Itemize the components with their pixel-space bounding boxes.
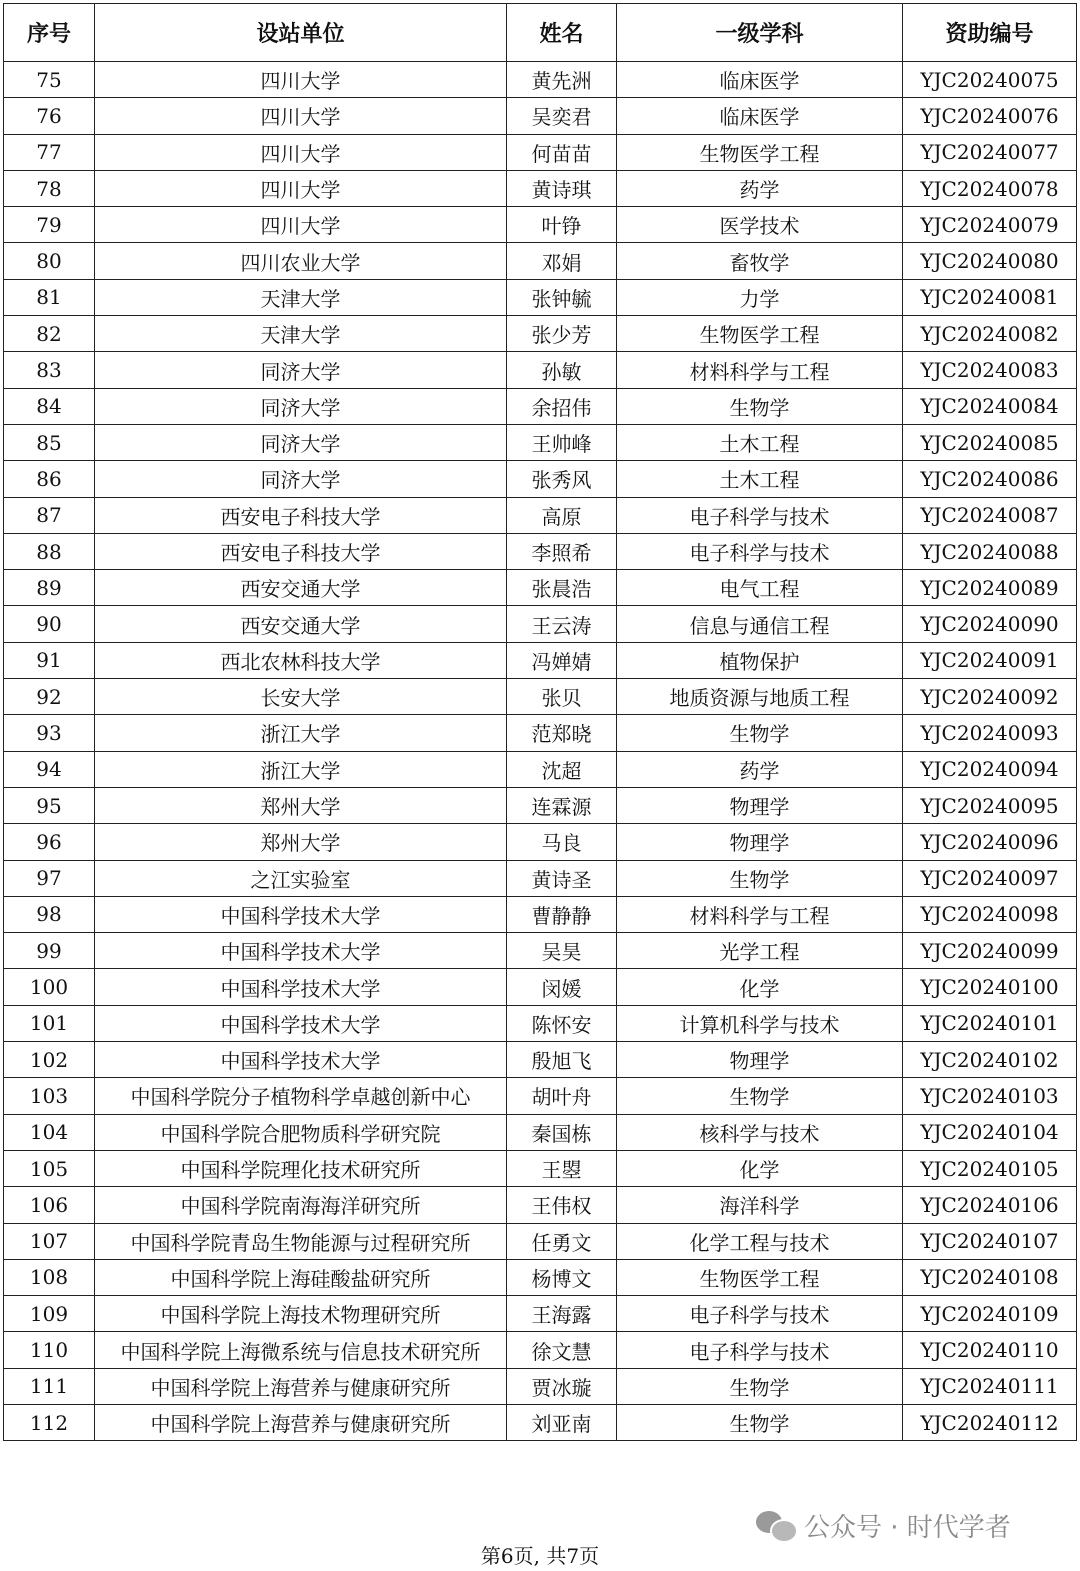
- cell-index: 87: [4, 497, 95, 533]
- cell-grant-id: YJC20240103: [903, 1078, 1077, 1114]
- cell-index: 98: [4, 896, 95, 932]
- page-footer: 第6页, 共7页: [480, 1544, 600, 1568]
- cell-unit: 中国科学院上海技术物理研究所: [95, 1296, 507, 1332]
- cell-discipline: 电子科学与技术: [617, 1332, 903, 1368]
- cell-index: 105: [4, 1150, 95, 1186]
- cell-grant-id: YJC20240105: [903, 1150, 1077, 1186]
- table-row: [4, 1114, 1077, 1150]
- cell-index: 112: [4, 1404, 95, 1440]
- cell-grant-id: YJC20240112: [903, 1404, 1077, 1440]
- table-row: [4, 1223, 1077, 1259]
- cell-name: 余招伟: [507, 388, 617, 424]
- cell-grant-id: YJC20240079: [903, 207, 1077, 243]
- cell-index: 76: [4, 98, 95, 134]
- cell-name: 张少芳: [507, 316, 617, 352]
- table-row: [4, 715, 1077, 751]
- cell-unit: 中国科学院分子植物科学卓越创新中心: [95, 1078, 507, 1114]
- cell-unit: 四川大学: [95, 62, 507, 98]
- cell-grant-id: YJC20240088: [903, 533, 1077, 569]
- cell-name: 秦国栋: [507, 1114, 617, 1150]
- table-row: [4, 279, 1077, 315]
- cell-name: 胡叶舟: [507, 1078, 617, 1114]
- cell-discipline: 生物医学工程: [617, 1259, 903, 1295]
- cell-grant-id: YJC20240082: [903, 316, 1077, 352]
- cell-unit: 四川农业大学: [95, 243, 507, 279]
- cell-index: 82: [4, 316, 95, 352]
- cell-index: 100: [4, 969, 95, 1005]
- table-row: [4, 1042, 1077, 1078]
- cell-discipline: 化学: [617, 969, 903, 1005]
- cell-unit: 同济大学: [95, 352, 507, 388]
- cell-discipline: 植物保护: [617, 642, 903, 678]
- cell-grant-id: YJC20240087: [903, 497, 1077, 533]
- cell-grant-id: YJC20240089: [903, 570, 1077, 606]
- cell-grant-id: YJC20240081: [903, 279, 1077, 315]
- table-row: [4, 316, 1077, 352]
- cell-discipline: 物理学: [617, 787, 903, 823]
- cell-name: 王海露: [507, 1296, 617, 1332]
- watermark-text: 公众号 · 时代学者: [804, 1512, 1011, 1543]
- cell-unit: 天津大学: [95, 279, 507, 315]
- header-grant-id: 资助编号: [903, 4, 1077, 62]
- cell-discipline: 生物学: [617, 1368, 903, 1404]
- cell-discipline: 生物学: [617, 715, 903, 751]
- cell-discipline: 生物学: [617, 1404, 903, 1440]
- table-row: [4, 642, 1077, 678]
- cell-index: 81: [4, 279, 95, 315]
- cell-grant-id: YJC20240098: [903, 896, 1077, 932]
- cell-index: 96: [4, 824, 95, 860]
- cell-discipline: 畜牧学: [617, 243, 903, 279]
- cell-index: 102: [4, 1042, 95, 1078]
- cell-index: 107: [4, 1223, 95, 1259]
- cell-grant-id: YJC20240110: [903, 1332, 1077, 1368]
- cell-discipline: 物理学: [617, 824, 903, 860]
- cell-index: 94: [4, 751, 95, 787]
- cell-unit: 中国科学技术大学: [95, 1042, 507, 1078]
- table-row: [4, 1296, 1077, 1332]
- table-row: [4, 570, 1077, 606]
- cell-grant-id: YJC20240100: [903, 969, 1077, 1005]
- cell-name: 连霖源: [507, 787, 617, 823]
- cell-discipline: 信息与通信工程: [617, 606, 903, 642]
- cell-name: 高原: [507, 497, 617, 533]
- table-row: [4, 170, 1077, 206]
- cell-unit: 同济大学: [95, 461, 507, 497]
- table-row: [4, 1078, 1077, 1114]
- cell-index: 108: [4, 1259, 95, 1295]
- table-row: [4, 134, 1077, 170]
- cell-discipline: 生物学: [617, 388, 903, 424]
- cell-name: 张晨浩: [507, 570, 617, 606]
- cell-name: 范郑晓: [507, 715, 617, 751]
- cell-index: 77: [4, 134, 95, 170]
- cell-grant-id: YJC20240080: [903, 243, 1077, 279]
- cell-unit: 郑州大学: [95, 787, 507, 823]
- cell-index: 75: [4, 62, 95, 98]
- cell-name: 任勇文: [507, 1223, 617, 1259]
- cell-discipline: 临床医学: [617, 98, 903, 134]
- cell-discipline: 材料科学与工程: [617, 896, 903, 932]
- cell-grant-id: YJC20240108: [903, 1259, 1077, 1295]
- cell-grant-id: YJC20240097: [903, 860, 1077, 896]
- table-row: [4, 1259, 1077, 1295]
- cell-index: 90: [4, 606, 95, 642]
- cell-index: 88: [4, 533, 95, 569]
- table-row: [4, 207, 1077, 243]
- cell-grant-id: YJC20240093: [903, 715, 1077, 751]
- cell-discipline: 海洋科学: [617, 1187, 903, 1223]
- cell-unit: 长安大学: [95, 679, 507, 715]
- cell-name: 张钟毓: [507, 279, 617, 315]
- cell-index: 78: [4, 170, 95, 206]
- table-row: [4, 1187, 1077, 1223]
- cell-grant-id: YJC20240106: [903, 1187, 1077, 1223]
- cell-index: 109: [4, 1296, 95, 1332]
- cell-index: 97: [4, 860, 95, 896]
- table-row: [4, 1150, 1077, 1186]
- cell-unit: 西安电子科技大学: [95, 497, 507, 533]
- cell-name: 吴昊: [507, 933, 617, 969]
- cell-index: 101: [4, 1005, 95, 1041]
- cell-discipline: 光学工程: [617, 933, 903, 969]
- cell-index: 83: [4, 352, 95, 388]
- table-row: [4, 424, 1077, 460]
- cell-index: 95: [4, 787, 95, 823]
- cell-name: 王云涛: [507, 606, 617, 642]
- cell-grant-id: YJC20240092: [903, 679, 1077, 715]
- cell-index: 93: [4, 715, 95, 751]
- cell-index: 80: [4, 243, 95, 279]
- table-row: [4, 860, 1077, 896]
- cell-discipline: 土木工程: [617, 461, 903, 497]
- cell-index: 86: [4, 461, 95, 497]
- cell-name: 徐文慧: [507, 1332, 617, 1368]
- table-row: [4, 388, 1077, 424]
- cell-discipline: 生物学: [617, 1078, 903, 1114]
- cell-grant-id: YJC20240104: [903, 1114, 1077, 1150]
- cell-unit: 中国科学技术大学: [95, 1005, 507, 1041]
- cell-grant-id: YJC20240095: [903, 787, 1077, 823]
- cell-name: 何苗苗: [507, 134, 617, 170]
- header-unit: 设站单位: [95, 4, 507, 62]
- header-row: [4, 4, 1077, 62]
- cell-grant-id: YJC20240096: [903, 824, 1077, 860]
- cell-index: 111: [4, 1368, 95, 1404]
- cell-name: 刘亚南: [507, 1404, 617, 1440]
- cell-unit: 中国科学院上海微系统与信息技术研究所: [95, 1332, 507, 1368]
- cell-grant-id: YJC20240078: [903, 170, 1077, 206]
- cell-index: 89: [4, 570, 95, 606]
- cell-name: 殷旭飞: [507, 1042, 617, 1078]
- cell-name: 沈超: [507, 751, 617, 787]
- cell-name: 李照希: [507, 533, 617, 569]
- cell-index: 99: [4, 933, 95, 969]
- cell-grant-id: YJC20240083: [903, 352, 1077, 388]
- cell-discipline: 物理学: [617, 1042, 903, 1078]
- table-row: [4, 679, 1077, 715]
- cell-unit: 中国科学院上海营养与健康研究所: [95, 1404, 507, 1440]
- cell-grant-id: YJC20240101: [903, 1005, 1077, 1041]
- header-index: 序号: [4, 4, 95, 62]
- cell-discipline: 生物学: [617, 860, 903, 896]
- cell-grant-id: YJC20240075: [903, 62, 1077, 98]
- cell-grant-id: YJC20240086: [903, 461, 1077, 497]
- funding-table: [3, 3, 1077, 1441]
- cell-unit: 中国科学技术大学: [95, 933, 507, 969]
- cell-discipline: 电气工程: [617, 570, 903, 606]
- table-row: [4, 787, 1077, 823]
- cell-grant-id: YJC20240076: [903, 98, 1077, 134]
- cell-discipline: 药学: [617, 751, 903, 787]
- cell-name: 冯婵婧: [507, 642, 617, 678]
- cell-unit: 中国科学院理化技术研究所: [95, 1150, 507, 1186]
- cell-discipline: 力学: [617, 279, 903, 315]
- cell-index: 103: [4, 1078, 95, 1114]
- cell-discipline: 电子科学与技术: [617, 497, 903, 533]
- cell-unit: 中国科学院合肥物质科学研究院: [95, 1114, 507, 1150]
- cell-grant-id: YJC20240111: [903, 1368, 1077, 1404]
- cell-index: 84: [4, 388, 95, 424]
- table-row: [4, 824, 1077, 860]
- cell-unit: 西北农林科技大学: [95, 642, 507, 678]
- table-row: [4, 751, 1077, 787]
- cell-discipline: 核科学与技术: [617, 1114, 903, 1150]
- cell-discipline: 生物医学工程: [617, 134, 903, 170]
- table-row: [4, 933, 1077, 969]
- cell-discipline: 化学: [617, 1150, 903, 1186]
- cell-discipline: 生物医学工程: [617, 316, 903, 352]
- cell-name: 王伟权: [507, 1187, 617, 1223]
- cell-name: 马良: [507, 824, 617, 860]
- table-row: [4, 497, 1077, 533]
- cell-index: 110: [4, 1332, 95, 1368]
- table-row: [4, 533, 1077, 569]
- table-row: [4, 1332, 1077, 1368]
- cell-name: 闵媛: [507, 969, 617, 1005]
- table-row: [4, 1404, 1077, 1440]
- table-row: [4, 243, 1077, 279]
- cell-name: 陈怀安: [507, 1005, 617, 1041]
- cell-name: 叶铮: [507, 207, 617, 243]
- cell-unit: 四川大学: [95, 170, 507, 206]
- cell-unit: 西安电子科技大学: [95, 533, 507, 569]
- cell-grant-id: YJC20240084: [903, 388, 1077, 424]
- cell-unit: 浙江大学: [95, 715, 507, 751]
- cell-name: 张贝: [507, 679, 617, 715]
- cell-grant-id: YJC20240109: [903, 1296, 1077, 1332]
- cell-unit: 西安交通大学: [95, 606, 507, 642]
- cell-name: 邓娟: [507, 243, 617, 279]
- cell-discipline: 计算机科学与技术: [617, 1005, 903, 1041]
- cell-grant-id: YJC20240077: [903, 134, 1077, 170]
- cell-grant-id: YJC20240107: [903, 1223, 1077, 1259]
- cell-name: 王帅峰: [507, 424, 617, 460]
- cell-unit: 中国科学院青岛生物能源与过程研究所: [95, 1223, 507, 1259]
- cell-name: 贾冰璇: [507, 1368, 617, 1404]
- cell-unit: 浙江大学: [95, 751, 507, 787]
- cell-unit: 中国科学技术大学: [95, 896, 507, 932]
- cell-name: 吴奕君: [507, 98, 617, 134]
- cell-grant-id: YJC20240099: [903, 933, 1077, 969]
- cell-unit: 中国科学院南海海洋研究所: [95, 1187, 507, 1223]
- cell-name: 杨博文: [507, 1259, 617, 1295]
- cell-unit: 同济大学: [95, 424, 507, 460]
- cell-discipline: 土木工程: [617, 424, 903, 460]
- cell-discipline: 材料科学与工程: [617, 352, 903, 388]
- cell-name: 黄诗圣: [507, 860, 617, 896]
- cell-unit: 中国科学技术大学: [95, 969, 507, 1005]
- table-row: [4, 98, 1077, 134]
- cell-unit: 郑州大学: [95, 824, 507, 860]
- table-row: [4, 896, 1077, 932]
- cell-discipline: 电子科学与技术: [617, 533, 903, 569]
- cell-grant-id: YJC20240090: [903, 606, 1077, 642]
- cell-discipline: 电子科学与技术: [617, 1296, 903, 1332]
- cell-index: 91: [4, 642, 95, 678]
- table-row: [4, 1005, 1077, 1041]
- cell-discipline: 药学: [617, 170, 903, 206]
- cell-unit: 同济大学: [95, 388, 507, 424]
- cell-name: 孙敏: [507, 352, 617, 388]
- cell-grant-id: YJC20240094: [903, 751, 1077, 787]
- cell-unit: 中国科学院上海硅酸盐研究所: [95, 1259, 507, 1295]
- table-row: [4, 1368, 1077, 1404]
- table-row: [4, 969, 1077, 1005]
- cell-unit: 天津大学: [95, 316, 507, 352]
- cell-unit: 四川大学: [95, 98, 507, 134]
- cell-discipline: 临床医学: [617, 62, 903, 98]
- cell-index: 92: [4, 679, 95, 715]
- cell-unit: 西安交通大学: [95, 570, 507, 606]
- cell-unit: 四川大学: [95, 207, 507, 243]
- cell-index: 106: [4, 1187, 95, 1223]
- cell-index: 85: [4, 424, 95, 460]
- cell-name: 曹静静: [507, 896, 617, 932]
- watermark: [756, 1506, 1011, 1544]
- header-discipline: 一级学科: [617, 4, 903, 62]
- cell-name: 张秀风: [507, 461, 617, 497]
- cell-unit: 中国科学院上海营养与健康研究所: [95, 1368, 507, 1404]
- cell-discipline: 化学工程与技术: [617, 1223, 903, 1259]
- table-row: [4, 62, 1077, 98]
- cell-grant-id: YJC20240091: [903, 642, 1077, 678]
- cell-name: 王曌: [507, 1150, 617, 1186]
- cell-discipline: 医学技术: [617, 207, 903, 243]
- cell-index: 79: [4, 207, 95, 243]
- cell-unit: 之江实验室: [95, 860, 507, 896]
- header-name: 姓名: [507, 4, 617, 62]
- cell-grant-id: YJC20240102: [903, 1042, 1077, 1078]
- cell-grant-id: YJC20240085: [903, 424, 1077, 460]
- table-row: [4, 352, 1077, 388]
- cell-unit: 四川大学: [95, 134, 507, 170]
- wechat-icon: [756, 1509, 796, 1541]
- cell-name: 黄诗琪: [507, 170, 617, 206]
- table-row: [4, 461, 1077, 497]
- cell-name: 黄先洲: [507, 62, 617, 98]
- cell-discipline: 地质资源与地质工程: [617, 679, 903, 715]
- cell-index: 104: [4, 1114, 95, 1150]
- table-row: [4, 606, 1077, 642]
